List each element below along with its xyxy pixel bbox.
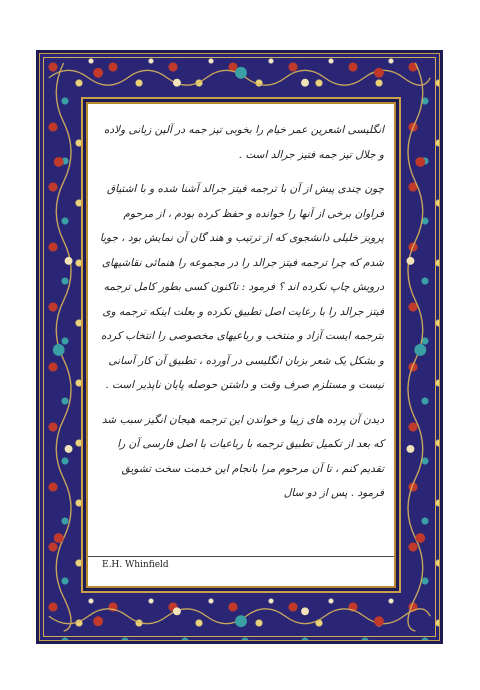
signature-caption: E.H. Whinfield xyxy=(102,560,169,570)
text-panel xyxy=(86,102,396,588)
caption-divider xyxy=(88,556,394,557)
persian-text-body xyxy=(98,118,384,516)
paragraph-1: انگلیسی اشعرین عمر خیام را بخوبی تیز جمه در آلین زبانی ولاده و جلال تیز جمه فتیز جرالد است . xyxy=(103,124,384,161)
paragraph-2: چون چندی پیش از آن با ترجمه فیتز جرالد آشنا شده و با اشتیاق فراوان برخی از آنها را خوانده و حفظ کرده بودم ، از مرحوم پرویز خلیلی دانشجوی که از ترتیب و هند گان آن نمایش بود ، جویا شدم که چرا ترجمه فیتز جرالد را در مجموعه را هنمائی نقاشیهای درویش چاپ نکرده اند ؟ فرمود : تاکنون کسی بطور کامل ترجمه فیتز جرالد را با رعایت اصل تطبیق نکرده و بعلت اینکه ترجمه وی بترجمه ایست آزاد و منتخب و رباعیهای مخصوصی را انتخاب کرده و بشکل یک شعر بزبان انگلیسی در آورده ، تطبیق آن کار آسانی نیست و مستلزم صرف وقت و داشتن حوصله پایان ناپذیر است . xyxy=(99,183,384,391)
paragraph-3: دیدن آن پرده های زیبا و خواندن این ترجمه هیجان انگیز سبب شد که بعد از تکمیل تطبیق ترجمه با رباعیات با اصل فارسی آن را تقدیم کنم ، تا آن مرحوم مرا بانجام این خدمت سخت تشویق فرمود . پس از دو سال xyxy=(101,413,384,499)
